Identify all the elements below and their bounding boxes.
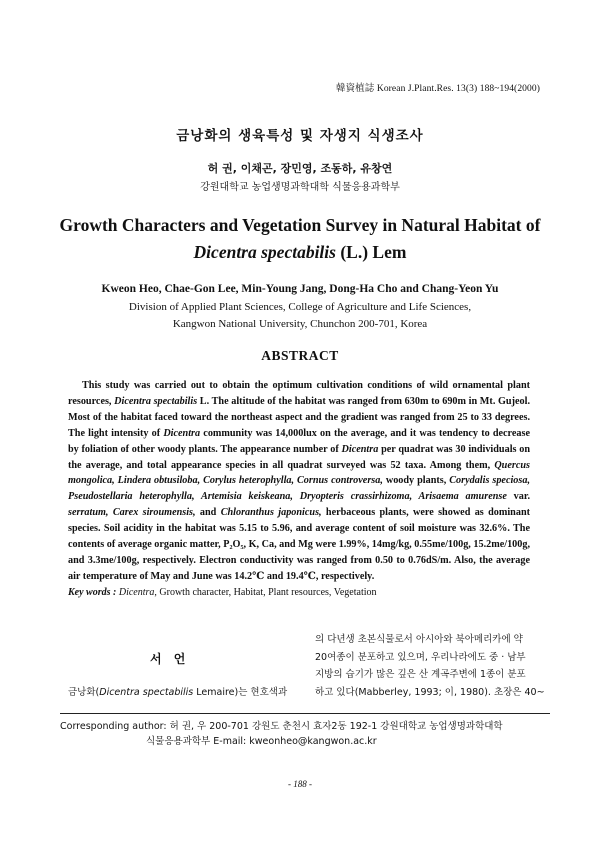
korean-affiliation: 강원대학교 농업생명과학대학 식물응용과학부 — [200, 182, 400, 193]
english-affiliation-line1: Division of Applied Plant Sciences, College of Agriculture and Life Sciences, — [128, 301, 472, 313]
intro-heading: 서 언 — [150, 652, 190, 666]
intro-right-line: 의 다년생 초본식물로서 아시아와 북아메리카에 약 — [315, 634, 523, 645]
journal-header: 韓資植誌 Korean J.Plant.Res. 13(3) 188~194(2000) — [335, 84, 540, 94]
footnote-divider — [60, 713, 550, 714]
page-number: - 188 - — [288, 779, 312, 789]
corresponding-author: Corresponding author: 허 권, 우 200-701 강원도 춘천시 효자2동 192-1 강원대학교 농업생명과학대학 식물응용과학부 E-mail: kweonheo@kangwon.ac.kr — [60, 721, 503, 747]
intro-right-line: 하고 있다(Mabberley, 1993; 이, 1980). 초장은 40~ — [315, 686, 545, 698]
keywords: Key words : Dicentra, Growth character, Habitat, Plant resources, Vegetation — [68, 587, 377, 598]
intro-right-line: 20여종이 분포하고 있으며, 우리나라에도 중 · 남부 — [315, 651, 526, 663]
species-authority: (L.) Lem — [335, 242, 407, 262]
intro-right-line: 지방의 습기가 많은 깊은 산 계곡주변에 1종이 분포 — [315, 669, 526, 680]
abstract-body: This study was carried out to obtain the optimum cultivation conditions of wild ornamental plant resources, Dicentra spectabilis L. The altitude of the habitat was ranged from 630m to 690m in Mt. Gujeol. Most of the habitat faced toward the northeast aspect and the gradient was ranged from 25 to 33 degrees. The light intensity of Dicentra community was 14,000lux on the average, and it was tendency to decrease by foliation of other woody plants. The appearance number of Dicentra per quadrat was 30 individuals on the average, and total appearance species in all quadrat surveyed was 52 taxa. Among them, Quercus mongolica, Lindera obtusiloba, Corylus heterophylla, Cornus controversa, woody plants, Corydalis speciosa, Pseudostellaria heterophylla, Artemisia keiskeana, Dryopteris crassirhizoma, Arisaema amurense var. serratum, Carex siroumensis, and Chloranthus japonicus, herbaceous plants, were showed as dominant species. Soil acidity in the habitat was 5.15 to 5.96, and average content of soil moisture was 32.6%. The contents of average organic matter, P₂O₅, K, Ca, and Mg were 1.99%, 14mg/kg, 0.55me/100g, 15.2me/100g, and 3.3me/100g, respectively. Electron conductivity was ranged from 0.50 to 0.76dS/m. Also, the average air temperature of May and June was 14.2℃ and 19.4℃, respectively. — [68, 380, 531, 582]
species-name: Dicentra spectabilis — [193, 242, 336, 262]
intro-right-column — [315, 631, 545, 701]
english-affiliation-line2: Kangwon National University, Chunchon 200-701, Korea — [172, 318, 428, 330]
english-authors: Kweon Heo, Chae-Gon Lee, Min-Young Jang, Dong-Ha Cho and Chang-Yeon Yu — [101, 283, 499, 295]
korean-title: 금낭화의 생육특성 및 자생지 식생조사 — [176, 128, 424, 144]
korean-authors: 허 권, 이채곤, 장민영, 조동하, 유창연 — [207, 162, 393, 175]
english-title-line1: Growth Characters and Vegetation Survey in Natural Habitat of — [59, 215, 541, 235]
intro-left-column: 금낭화(Dicentra spectabilis Lemaire)는 현호색과 — [68, 687, 288, 698]
abstract-heading: ABSTRACT — [261, 348, 339, 363]
english-title-line2 — [0, 242, 600, 263]
keywords-label: Key words : — [68, 587, 117, 598]
